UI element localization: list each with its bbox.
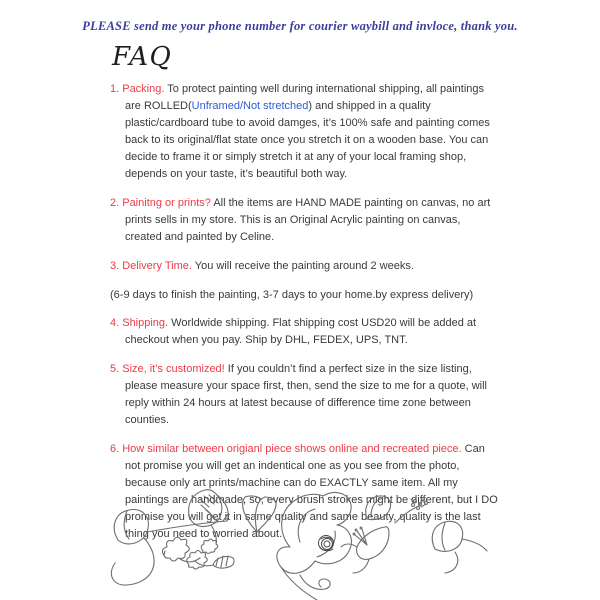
floral-line-art-svg — [105, 487, 495, 600]
notice-line: PLEASE send me your phone number for courier waybill and invloce, thank you. — [82, 19, 518, 33]
delivery-time-note: (6-9 days to finish the painting, 3-7 days to your home.by express delivery) — [110, 289, 474, 301]
faq-item-heading: 1. Packing. — [110, 83, 165, 95]
floral-line-art-illustration — [105, 487, 495, 600]
faq-item-shipping — [110, 315, 499, 349]
faq-item-heading: 2. Painitng or prints? — [110, 197, 211, 209]
faq-item-body: All the items are HAND MADE painting on canvas, no art prints sells in my store. This is an Original Acrylic painting on canvas, created and painted by Celine. — [125, 197, 491, 243]
faq-item-body: You will receive the painting around 2 weeks. — [194, 260, 414, 272]
faq-item-heading: 4. Shipping. — [110, 317, 169, 329]
faq-item-body: Can not promise you will get an indentical one as you see from the photo, because only art prints/machine can do EXACTLY same item. All my paintings are handmade, so, every brush strokes might be different, but I DO promise you will get it in same quality and same beauty, quality is the last thing you need to worried about. — [125, 443, 498, 540]
faq-item-size-customized — [110, 361, 499, 429]
faq-item-painting-or-prints — [110, 195, 499, 246]
faq-item-packing — [110, 81, 499, 183]
faq-item-body: If you couldn’t find a perfect size in the size listing, please measure your space first, then, send the size to me for a quote, will reply within 24 hours at latest because of difference time zone between counties. — [125, 363, 487, 426]
page-title: FAQ — [112, 42, 173, 72]
faq-item-body: Worldwide shipping. Flat shipping cost USD20 will be added at checkout when you pay. Ship by DHL, FEDEX, UPS, TNT. — [125, 317, 477, 346]
faq-item-delivery-time — [110, 258, 499, 275]
faq-list — [110, 81, 499, 555]
faq-item-body: To protect painting well during international shipping, all paintings are ROLLED( — [125, 83, 485, 112]
faq-item-body: ) and shipped in a quality plastic/cardboard tube to avoid damges, it’s 100% safe and painting comes back to its original/flat state once you stretch it on a wooden base. You can decide to frame it or simply stretch it at any of your local framing shop, depends on your taste, it’s beautiful both way. — [125, 100, 490, 180]
faq-item-heading: 3. Delivery Time. — [110, 260, 192, 272]
faq-item-heading: 5. Size, it’s customized! — [110, 363, 225, 375]
unframed-highlight-text: Unframed/Not stretched — [191, 100, 309, 112]
faq-item-heading: 6. How similar between origianl piece shows online and recreated piece. — [110, 443, 462, 455]
